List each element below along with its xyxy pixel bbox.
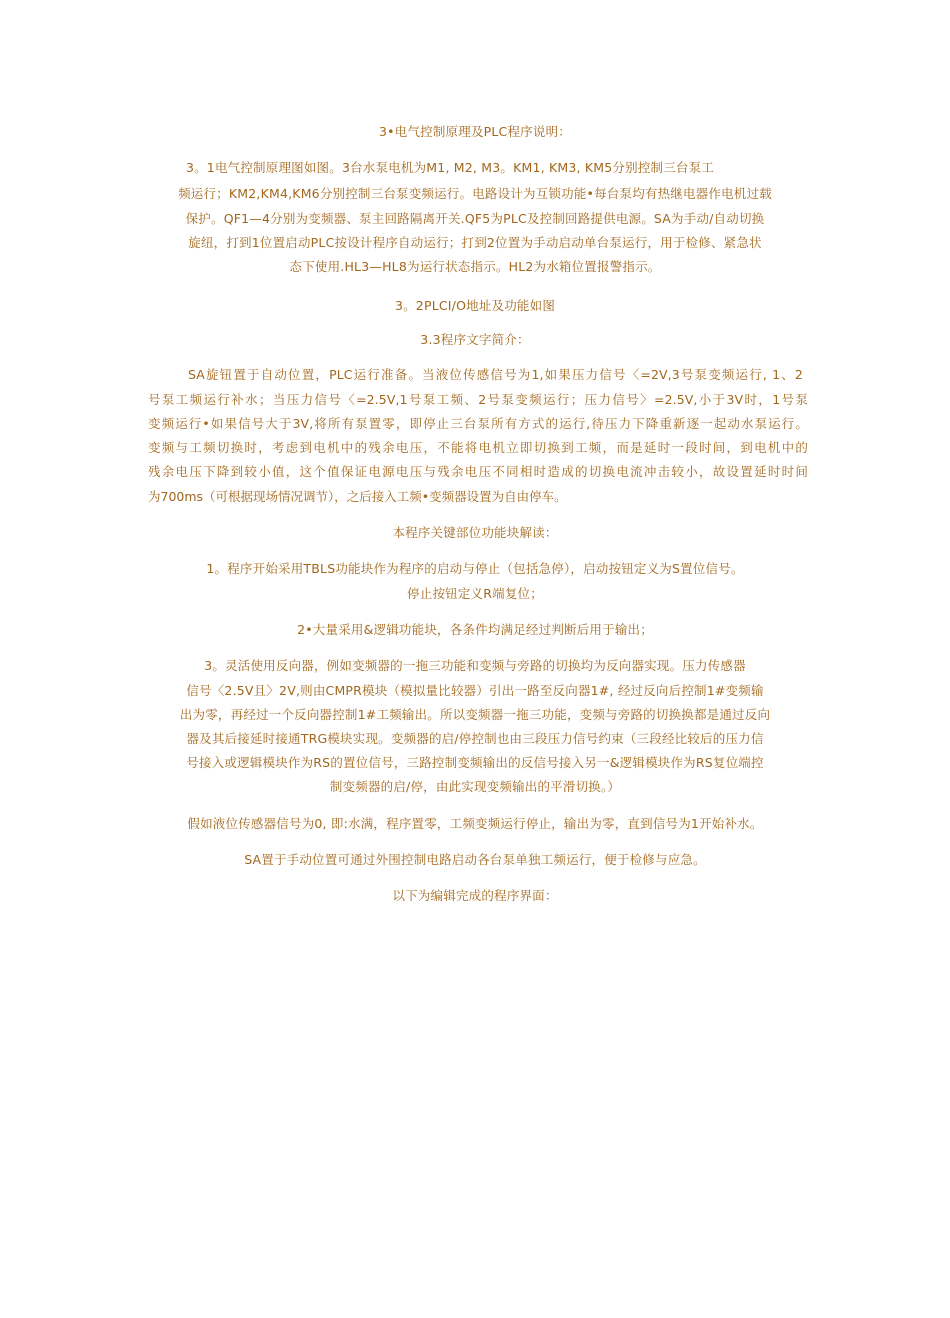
intro-line-5: 残余电压下降到较小值，这个值保证电源电压与残余电压不同相时造成的切换电流冲击较小，故设置延时时间	[148, 464, 808, 479]
key-section-heading: 本程序关键部位功能块解读：	[392, 525, 558, 540]
sec32-heading: 3。2PLCI/O地址及功能如图	[394, 298, 556, 313]
sec33-heading: 3.3程序文字简介：	[420, 332, 530, 347]
manual-mode-paragraph: SA置于手动位置可通过外围控制电路启动各台泵单独工频运行，便于检修与应急。	[244, 852, 706, 867]
item3-line-1: 3。灵活使用反向器，例如变频器的一拖三功能和变频与旁路的切换均为反向器实现。压力传感器	[204, 658, 746, 673]
intro-line-1: SA旋钮置于自动位置，PLC运行准备。当液位传感信号为1,如果压力信号〈=2V,3号泵变频运行, 1、2	[188, 367, 803, 382]
item3-line-2: 信号〈2.5V且〉2V,则由CMPR模块（模拟量比较器）引出一路至反向器1#, 经过反向后控制1#变频输	[186, 683, 764, 698]
intro-line-4: 变频与工频切换时，考虑到电机中的残余电压，不能将电机立即切换到工频，而是延时一段时间，到电机中的	[148, 440, 808, 455]
intro-line-3: 变频运行•如果信号大于3V,将所有泵置零，即停止三台泵所有方式的运行,待压力下降重新逐一起动水泵运行。	[148, 416, 808, 431]
section-heading: 3•电气控制原理及PLC程序说明：	[379, 124, 571, 139]
item2-text: 2•大量采用&逻辑功能块，各条件均满足经过判断后用于输出；	[297, 622, 653, 637]
item1-line-2: 停止按钮定义R端复位；	[407, 586, 543, 601]
sec31-line-3: 保护。QF1—4分别为变频器、泵主回路隔离开关.QF5为PLC及控制回路提供电源。SA为手动/自动切换	[185, 211, 765, 226]
sec31-line-5: 态下使用.HL3—HL8为运行状态指示。HL2为水箱位置报警指示。	[289, 259, 661, 274]
program-interface-caption: 以下为编辑完成的程序界面：	[392, 888, 558, 903]
sec31-line-2: 频运行；KM2,KM4,KM6分别控制三台泵变频运行。电路设计为互锁功能•每台泵均有热继电器作电机过载	[178, 186, 772, 201]
item3-line-6: 制变频器的启/停，由此实现变频输出的平滑切换。）	[329, 779, 621, 794]
level-sensor-paragraph: 假如液位传感器信号为0, 即:水满，程序置零，工频变频运行停止，输出为零，直到信号为1开始补水。	[187, 816, 763, 831]
item3-line-3: 出为零，再经过一个反向器控制1#工频输出。所以变频器一拖三功能，变频与旁路的切换换都是通过反向	[179, 707, 771, 722]
item3-line-4: 器及其后接延时接通TRG模块实现。变频器的启/停控制也由三段压力信号约束（三段经比较后的压力信	[186, 731, 764, 746]
intro-line-6: 为700ms（可根据现场情况调节），之后接入工频•变频器设置为自由停车。	[148, 489, 567, 504]
sec31-line-1: 3。1电气控制原理图如图。3台水泵电机为M1, M2, M3。KM1, KM3, KM5分别控制三台泵工	[185, 160, 715, 175]
item1-line-1: 1。程序开始采用TBLS功能块作为程序的启动与停止（包括急停），启动按钮定义为S置位信号。	[206, 561, 744, 576]
intro-line-2: 号泵工频运行补水；当压力信号〈=2.5V,1号泵工频、2号泵变频运行；压力信号〉=2.5V,小于3V时，1号泵	[148, 392, 808, 407]
item3-line-5: 号接入或逻辑模块作为RS的置位信号，三路控制变频输出的反信号接入另一&逻辑模块作为RS复位端控	[186, 755, 764, 770]
sec31-line-4: 旋纽，打到1位置启动PLC按设计程序自动运行；打到2位置为手动启动单台泵运行，用于检修、紧急状	[188, 235, 762, 250]
